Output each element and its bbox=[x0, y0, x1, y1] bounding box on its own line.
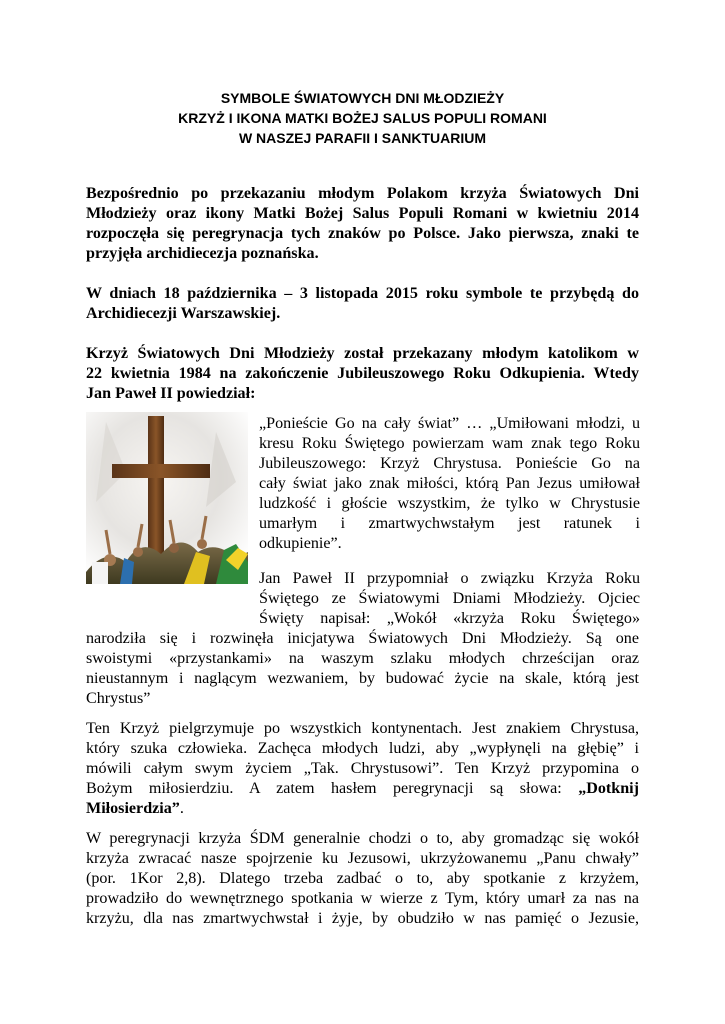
text-line: Jan Paweł II przypomniał o związku Krzyża Roku bbox=[259, 570, 640, 587]
text-line: cały świat jako znak miłości, którą Pan Jezus umiłował bbox=[259, 475, 640, 492]
text-line: nieustannym i naglącym wezwaniem, by budować życie na skale, którą jest bbox=[86, 670, 639, 687]
pilgrimage-paragraph bbox=[86, 719, 639, 819]
text-line: Świętego ze Światowymi Dniami Młodzieży. Ojciec bbox=[259, 590, 640, 607]
title-line: SYMBOLE ŚWIATOWYCH DNI MŁODZIEŻY bbox=[220, 90, 505, 106]
text-line: (por. 1Kor 2,8). Dlatego trzeba zadbać o to, aby spotkanie z krzyżem, bbox=[86, 870, 639, 887]
text-line: Krzyż Światowych Dni Młodzieży został przekazany młodym katolikom w bbox=[86, 345, 639, 362]
text-line: odkupienie”. bbox=[259, 535, 342, 552]
intro-paragraph bbox=[86, 184, 639, 264]
motto-text: Miłosierdzia” bbox=[86, 800, 180, 817]
text-line: ludzkość i głoście wszystkim, że tylko w Chrystusie bbox=[259, 495, 640, 512]
text-line: który szuka człowieka. Zachęca młodych ludzi, aby „wypłynęli na głębię” i bbox=[86, 740, 639, 757]
text-line: 22 kwietnia 1984 na zakończenie Jubileuszowego Roku Odkupienia. Wtedy bbox=[86, 365, 639, 382]
text-line: W dniach 18 października – 3 listopada 2015 roku symbole te przybędą do bbox=[86, 285, 639, 302]
motto-text: „Dotknij bbox=[578, 780, 640, 797]
text-line: prowadziło do wewnętrznego spotkania w wierze z Tym, który umarł za nas na bbox=[86, 890, 639, 907]
quote-paragraph bbox=[259, 414, 640, 554]
text-line bbox=[86, 779, 639, 799]
text-line: narodziła się i rozwinęła inicjatywa Światowych Dni Młodzieży. Są one bbox=[86, 630, 639, 647]
purpose-paragraph bbox=[86, 829, 639, 929]
cross-photo-illustration bbox=[86, 412, 248, 584]
dates-paragraph bbox=[86, 284, 639, 324]
text-line: W peregrynacji krzyża ŚDM generalnie chodzi o to, aby gromadząc się wokół bbox=[86, 830, 639, 847]
text-line: „Ponieście Go na cały świat” … „Umiłowani młodzi, u bbox=[259, 415, 640, 432]
cross-photo bbox=[86, 412, 248, 584]
text-line: krzyżu, dla nas zmartwychwstał i żyje, by obudziło w nas pamięć o Jezusie, bbox=[86, 910, 639, 927]
text-line: krzyża zwracać nasze spojrzenie ku Jezusowi, ukrzyżowanemu „Panu chwały” bbox=[86, 850, 639, 867]
text-line: swoistymi «przystankami» na waszym szlaku młodych chrześcijan oraz bbox=[86, 650, 639, 667]
text-line: Ten Krzyż pielgrzymuje po wszystkich kontynentach. Jest znakiem Chrystusa, bbox=[86, 720, 639, 737]
text-segment: . bbox=[179, 800, 184, 817]
title-line: W NASZEJ PARAFII I SANKTUARIUM bbox=[238, 130, 487, 146]
text-line: mówili całym swym życiem „Tak. Chrystusowi”. Ten Krzyż przypomina o bbox=[86, 760, 639, 777]
text-line: Chrystus” bbox=[86, 690, 151, 707]
reminder-paragraph-continued bbox=[86, 629, 639, 709]
text-line: kresu Roku Świętego powierzam wam znak tego Roku bbox=[259, 435, 640, 452]
text-line bbox=[86, 799, 639, 819]
text-segment: Bożym miłosierdziu. A zatem hasłem peregrynacji są słowa: bbox=[86, 780, 562, 797]
title-line: KRZYŻ I IKONA MATKI BOŻEJ SALUS POPULI ROMANI bbox=[178, 110, 547, 126]
text-line: Bezpośrednio po przekazaniu młodym Polakom krzyża Światowych Dni bbox=[86, 185, 639, 202]
document-title bbox=[0, 88, 725, 148]
text-line: Młodzieży oraz ikony Matki Bożej Salus Populi Romani w kwietniu 2014 bbox=[86, 205, 639, 222]
reminder-paragraph bbox=[259, 569, 640, 629]
text-line: Jan Paweł II powiedział: bbox=[86, 385, 256, 402]
text-line: rozpoczęła się peregrynacja tych znaków po Polsce. Jako pierwsza, znaki te bbox=[86, 225, 639, 242]
history-paragraph bbox=[86, 344, 639, 404]
text-line: Jubileuszowego: Krzyż Chrystusa. Ponieście Go na bbox=[259, 455, 640, 472]
text-line: umarłym i zmartwychwstałym jest ratunek i bbox=[259, 515, 640, 532]
text-line: przyjęła archidiecezja poznańska. bbox=[86, 245, 319, 262]
text-line: Święty napisał: „Wokół «krzyża Roku Świętego» bbox=[259, 610, 640, 627]
text-line: Archidiecezji Warszawskiej. bbox=[86, 305, 281, 322]
